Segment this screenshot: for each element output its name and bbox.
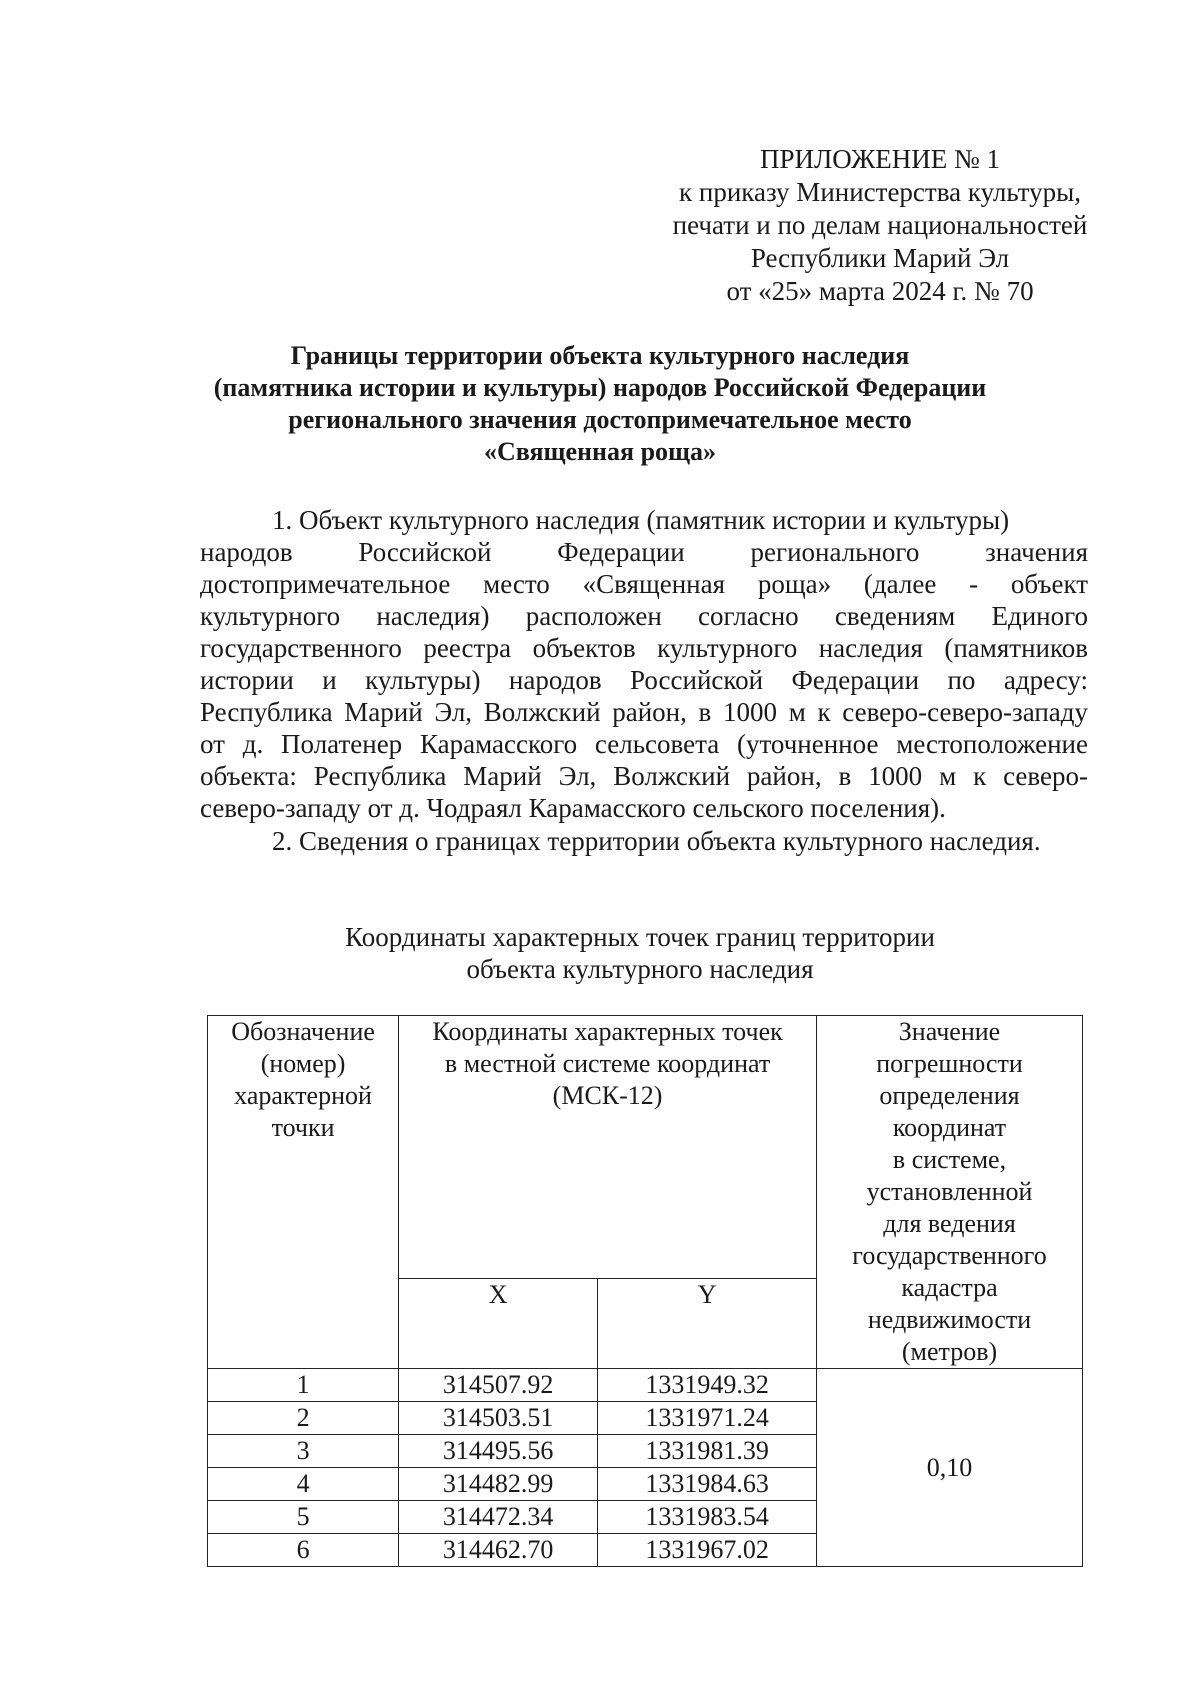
appendix-header <box>640 143 1120 308</box>
header-text: в системе, <box>892 1145 1007 1174</box>
appendix-date-line: от «25» марта 2024 г. № 70 <box>726 276 1034 306</box>
paragraph-line: от д. Полатенер Карамасского сельсовета (уточненное местоположение <box>200 729 1088 759</box>
header-text: (МСК-12) <box>552 1081 663 1110</box>
header-y: Y <box>598 1279 817 1369</box>
cell-y: 1331971.24 <box>598 1402 817 1435</box>
cell-x: 314462.70 <box>399 1534 598 1567</box>
paragraph-line: северо-западу от д. Чодраял Карамасского сельского поселения). <box>200 793 946 823</box>
cell-y: 1331983.54 <box>598 1501 817 1534</box>
header-text: Координаты характерных точек <box>432 1017 783 1046</box>
appendix-republic-line: Республики Марий Эл <box>750 243 1010 273</box>
cell-x: 314503.51 <box>399 1402 598 1435</box>
title-line: «Священная роща» <box>484 437 716 466</box>
header-point-number <box>208 1016 399 1369</box>
paragraph-line: достопримечательное место «Священная роща» (далее - объект <box>200 569 1088 599</box>
cell-y: 1331984.63 <box>598 1468 817 1501</box>
caption-line: Координаты характерных точек границ территории <box>345 922 935 952</box>
paragraph-line: культурного наследия) расположен согласно сведениям Единого <box>200 601 1088 631</box>
cell-point: 1 <box>208 1369 399 1402</box>
paragraph-line: объекта: Республика Марий Эл, Волжский район, в 1000 м к северо- <box>200 761 1088 791</box>
header-text: (номер) <box>260 1049 346 1078</box>
cell-point: 2 <box>208 1402 399 1435</box>
header-text: определения <box>879 1081 1020 1110</box>
header-text: в местной системе координат <box>444 1049 771 1078</box>
header-text: (метров) <box>901 1337 998 1366</box>
header-text: характерной <box>234 1081 372 1110</box>
cell-x: 314482.99 <box>399 1468 598 1501</box>
paragraph-line: истории и культуры) народов Российской Федерации по адресу: <box>200 665 1088 695</box>
paragraph-line: Республика Марий Эл, Волжский район, в 1000 м к северо-северо-западу <box>200 697 1088 727</box>
title-line: регионального значения достопримечательное место <box>288 405 912 434</box>
cell-point: 5 <box>208 1501 399 1534</box>
coordinates-table <box>207 1015 1083 1567</box>
header-text: координат <box>892 1113 1007 1142</box>
header-coordinates <box>399 1016 817 1279</box>
header-text: погрешности <box>876 1049 1023 1078</box>
cell-point: 3 <box>208 1435 399 1468</box>
header-text: точки <box>271 1113 335 1142</box>
header-accuracy <box>817 1016 1083 1369</box>
caption-line: объекта культурного наследия <box>466 954 814 984</box>
header-text: Значение <box>898 1017 1001 1046</box>
cell-point: 4 <box>208 1468 399 1501</box>
appendix-title: ПРИЛОЖЕНИЕ № 1 <box>759 144 1001 174</box>
cell-accuracy: 0,10 <box>817 1369 1083 1567</box>
header-text: государственного <box>852 1241 1047 1270</box>
title-line: Границы территории объекта культурного наследия <box>290 341 910 370</box>
paragraph-object-location <box>200 504 1088 824</box>
header-x: X <box>399 1279 598 1369</box>
table-header-row <box>208 1016 1083 1279</box>
cell-y: 1331949.32 <box>598 1369 817 1402</box>
header-text: установленной <box>866 1177 1033 1206</box>
cell-y: 1331981.39 <box>598 1435 817 1468</box>
cell-x: 314472.34 <box>399 1501 598 1534</box>
cell-x: 314507.92 <box>399 1369 598 1402</box>
paragraph-boundaries-info <box>200 825 1088 857</box>
header-text: для ведения <box>883 1209 1016 1238</box>
appendix-ministry-line: печати и по делам национальностей <box>672 210 1088 240</box>
paragraph-line: 2. Сведения о границах территории объекта культурного наследия. <box>272 826 1041 856</box>
header-text: недвижимости <box>867 1305 1032 1334</box>
paragraph-line: народов Российской Федерации регионального значения <box>200 537 1088 567</box>
table-caption <box>200 921 1080 985</box>
cell-x: 314495.56 <box>399 1435 598 1468</box>
appendix-order-line: к приказу Министерства культуры, <box>679 177 1081 207</box>
paragraph-line: государственного реестра объектов культурного наследия (памятников <box>200 633 1088 663</box>
header-text: Обозначение <box>231 1017 375 1046</box>
table-row <box>208 1369 1083 1402</box>
header-text: кадастра <box>901 1273 998 1302</box>
title-line: (памятника истории и культуры) народов Российской Федерации <box>213 373 987 402</box>
cell-y: 1331967.02 <box>598 1534 817 1567</box>
cell-point: 6 <box>208 1534 399 1567</box>
paragraph-line: 1. Объект культурного наследия (памятник истории и культуры) <box>272 505 1010 535</box>
document-title <box>150 340 1050 468</box>
